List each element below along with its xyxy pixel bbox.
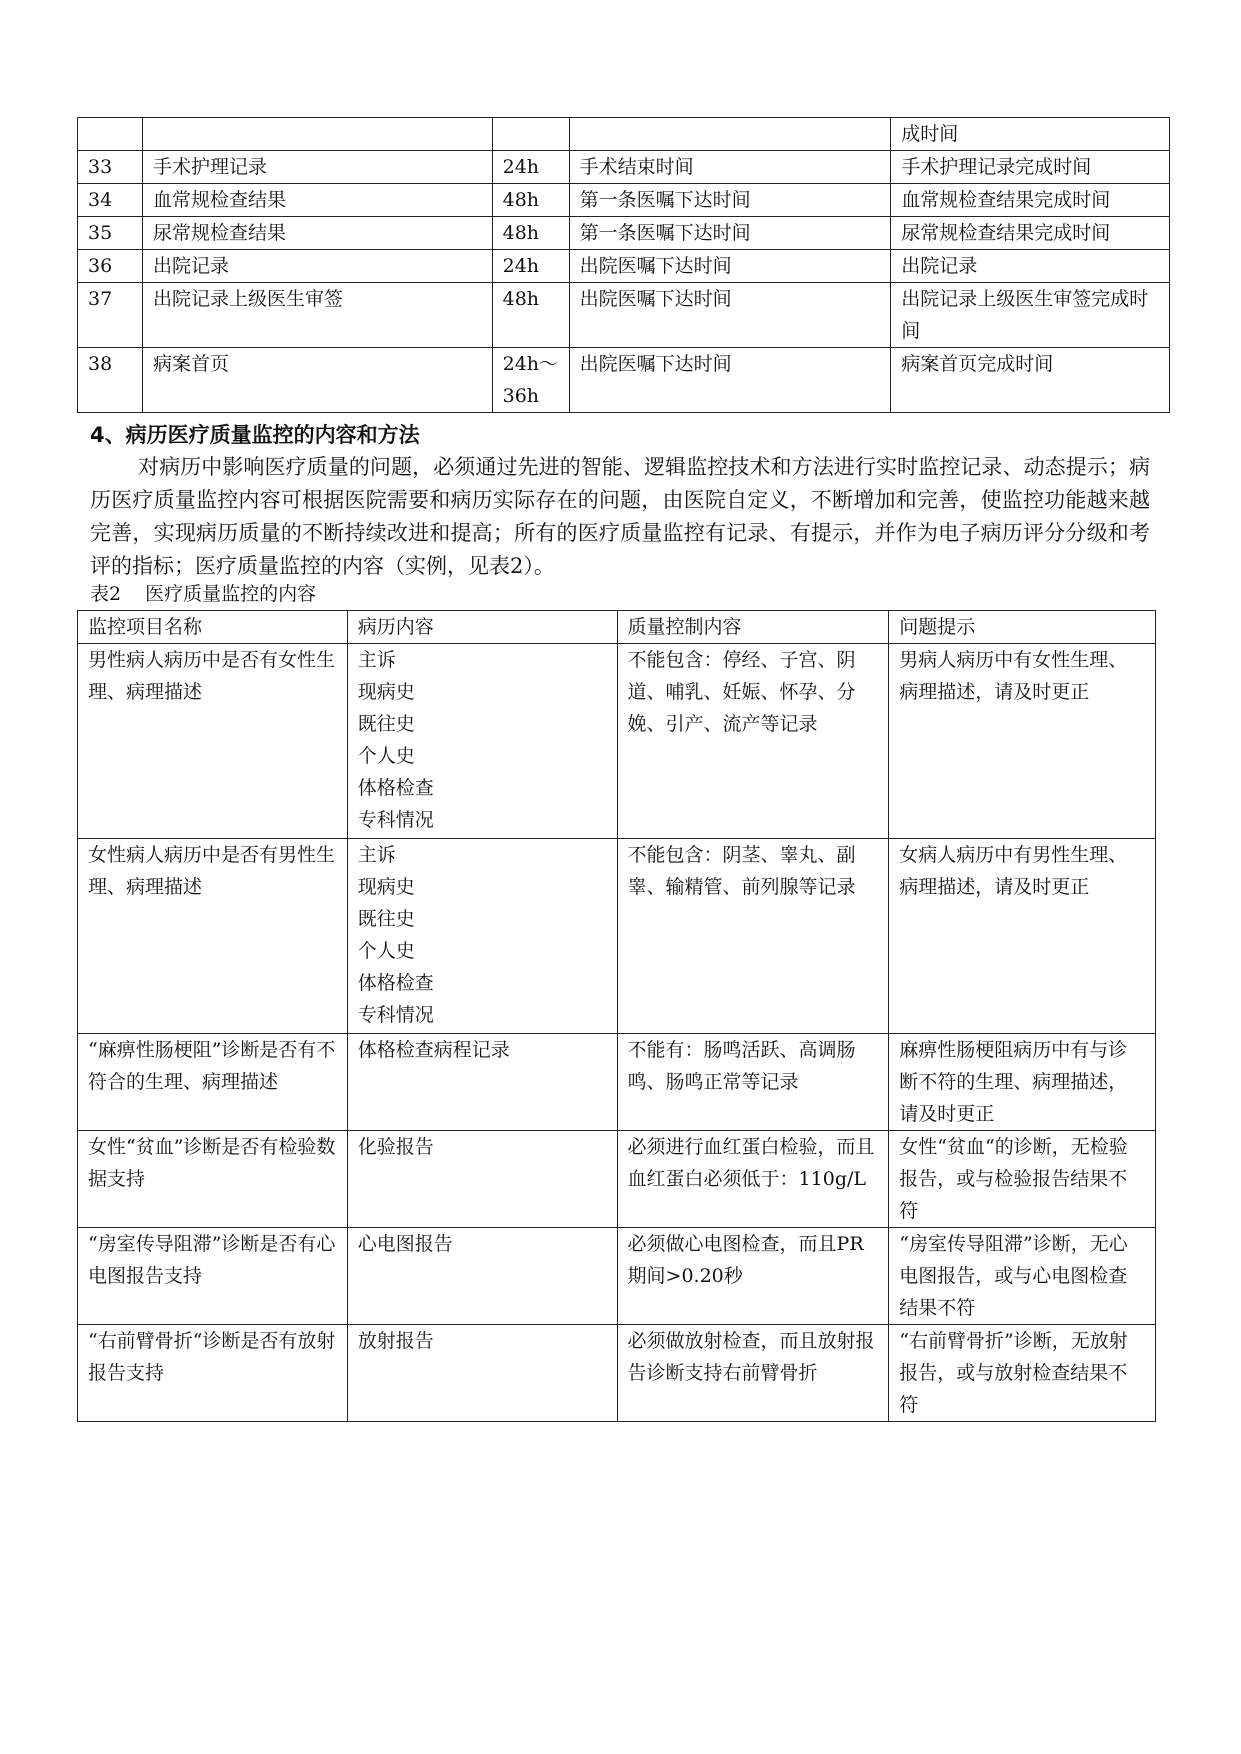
table-row	[78, 839, 1156, 1034]
table-row	[78, 1325, 1156, 1422]
table1-cell-no: 35	[78, 217, 143, 250]
table1-cell-end: 出院记录上级医生审签完成时间	[891, 283, 1170, 348]
problem-hint: 男病人病历中有女性生理、病理描述，请及时更正	[889, 644, 1156, 839]
problem-hint: 麻痹性肠梗阻病历中有与诊断不符的生理、病理描述，请及时更正	[889, 1034, 1156, 1131]
monitor-item-name: 女性“贫血”诊断是否有检验数据支持	[78, 1131, 348, 1228]
table1-cell-no: 37	[78, 283, 143, 348]
table1-cell-no: 38	[78, 348, 143, 413]
record-content	[347, 839, 617, 1034]
table-row	[78, 151, 1170, 184]
table1-cell-start: 手术结束时间	[569, 151, 891, 184]
record-content-item: 心电图报告	[357, 1233, 453, 1255]
monitor-item-name: “房室传导阻滞”诊断是否有心电图报告支持	[78, 1228, 348, 1325]
quality-control-content: 不能包含：阴茎、睾丸、副睾、输精管、前列腺等记录	[617, 839, 889, 1034]
problem-hint: “房室传导阻滞”诊断，无心电图报告，或与心电图检查结果不符	[889, 1228, 1156, 1325]
problem-hint: 女病人病历中有男性生理、病理描述，请及时更正	[889, 839, 1156, 1034]
section-heading: 4、病历医疗质量监控的内容和方法	[90, 423, 420, 447]
table1-cell-time: 48h	[492, 184, 569, 217]
table2-caption	[90, 580, 316, 608]
monitor-item-name: 女性病人病历中是否有男性生理、病理描述	[78, 839, 348, 1034]
table1-cell-no: 36	[78, 250, 143, 283]
problem-hint: 女性“贫血“的诊断，无检验报告，或与检验报告结果不符	[889, 1131, 1156, 1228]
table1-cell-start: 第一条医嘱下达时间	[569, 184, 891, 217]
table1-cell-no: 34	[78, 184, 143, 217]
table2-header-cell: 监控项目名称	[78, 611, 348, 644]
record-content-item: 放射报告	[357, 1330, 434, 1352]
monitor-item-name: “麻痹性肠梗阻”诊断是否有不符合的生理、病理描述	[78, 1034, 348, 1131]
record-content-item: 个人史	[357, 940, 415, 962]
section-paragraph: 对病历中影响医疗质量的问题，必须通过先进的智能、逻辑监控技术和方法进行实时监控记录、动态提示；病历医疗质量监控内容可根据医院需要和病历实际存在的问题，由医院自定义，不断增加和完善，使监控功能越来越完善，实现病历质量的不断持续改进和提高；所有的医疗质量监控有记录、有提示，并作为电子病历评分分级和考评的指标；医疗质量监控的内容（实例，见表2）。	[90, 455, 1150, 578]
table1-cell-item: 手术护理记录	[142, 151, 492, 184]
table1-cell-time: 24h～36h	[492, 348, 569, 413]
table1-cell-time: 24h	[492, 250, 569, 283]
table1-cell-start: 出院医嘱下达时间	[569, 283, 891, 348]
quality-control-content: 不能有：肠鸣活跃、高调肠鸣、肠鸣正常等记录	[617, 1034, 889, 1131]
record-content	[347, 1228, 617, 1325]
table1-cell-time: 48h	[492, 217, 569, 250]
record-content-item: 现病史	[357, 876, 415, 898]
table1-cell-end: 血常规检查结果完成时间	[891, 184, 1170, 217]
table1-cell-start: 出院医嘱下达时间	[569, 250, 891, 283]
record-content-item: 现病史	[357, 681, 415, 703]
monitor-item-name: 男性病人病历中是否有女性生理、病理描述	[78, 644, 348, 839]
quality-control-content: 必须做心电图检查，而且PR期间>0.20秒	[617, 1228, 889, 1325]
table1-cell-no	[78, 118, 143, 151]
record-content-item: 专科情况	[357, 809, 434, 831]
table1-cell-item	[142, 118, 492, 151]
table1-cell-time: 48h	[492, 283, 569, 348]
record-content-item: 主诉	[357, 844, 396, 866]
record-content-item: 体格检查	[357, 972, 434, 994]
table2-header-cell: 问题提示	[889, 611, 1156, 644]
table2-header-row	[78, 611, 1156, 644]
record-content	[347, 1131, 617, 1228]
record-content	[347, 644, 617, 839]
quality-control-content: 必须做放射检查，而且放射报告诊断支持右前臂骨折	[617, 1325, 889, 1422]
table1-cell-item: 尿常规检查结果	[142, 217, 492, 250]
record-content-item: 个人史	[357, 745, 415, 767]
table-row	[78, 348, 1170, 413]
table1-cell-no: 33	[78, 151, 143, 184]
table1-cell-start	[569, 118, 891, 151]
problem-hint: “右前臂骨折”诊断，无放射报告，或与放射检查结果不符	[889, 1325, 1156, 1422]
record-content-item: 既往史	[357, 908, 415, 930]
record-content-item: 化验报告	[357, 1136, 434, 1158]
monitor-item-name: “右前臂骨折“诊断是否有放射报告支持	[78, 1325, 348, 1422]
record-content-item: 体格检查病程记录	[357, 1039, 510, 1061]
table1-cell-time: 24h	[492, 151, 569, 184]
table2-header-cell: 质量控制内容	[617, 611, 889, 644]
table1-cell-end: 病案首页完成时间	[891, 348, 1170, 413]
table-row	[78, 1131, 1156, 1228]
quality-monitor-table	[77, 610, 1156, 1422]
quality-control-content: 必须进行血红蛋白检验，而且血红蛋白必须低于：110g/L	[617, 1131, 889, 1228]
record-content-item: 主诉	[357, 649, 396, 671]
table-row	[78, 118, 1170, 151]
record-content-item: 专科情况	[357, 1004, 434, 1026]
table1-cell-start: 出院医嘱下达时间	[569, 348, 891, 413]
table1-cell-end: 出院记录	[891, 250, 1170, 283]
table-row	[78, 184, 1170, 217]
table-row	[78, 283, 1170, 348]
record-content-item: 既往史	[357, 713, 415, 735]
table-row	[78, 644, 1156, 839]
table-row	[78, 250, 1170, 283]
table1-cell-end: 尿常规检查结果完成时间	[891, 217, 1170, 250]
table1-cell-item: 出院记录上级医生审签	[142, 283, 492, 348]
time-limit-table	[77, 117, 1170, 413]
table1-cell-time	[492, 118, 569, 151]
record-content	[347, 1325, 617, 1422]
table2-caption-number: 表2	[90, 583, 122, 605]
table1-cell-end: 手术护理记录完成时间	[891, 151, 1170, 184]
table-row	[78, 1034, 1156, 1131]
table-row	[78, 217, 1170, 250]
table1-cell-item: 出院记录	[142, 250, 492, 283]
table2-caption-title: 医疗质量监控的内容	[145, 583, 317, 605]
quality-control-content: 不能包含：停经、子宫、阴道、哺乳、妊娠、怀孕、分娩、引产、流产等记录	[617, 644, 889, 839]
record-content	[347, 1034, 617, 1131]
table1-cell-start: 第一条医嘱下达时间	[569, 217, 891, 250]
table1-cell-item: 血常规检查结果	[142, 184, 492, 217]
table1-cell-item: 病案首页	[142, 348, 492, 413]
record-content-item: 体格检查	[357, 777, 434, 799]
table1-cell-end: 成时间	[891, 118, 1170, 151]
table2-header-cell: 病历内容	[347, 611, 617, 644]
table-row	[78, 1228, 1156, 1325]
